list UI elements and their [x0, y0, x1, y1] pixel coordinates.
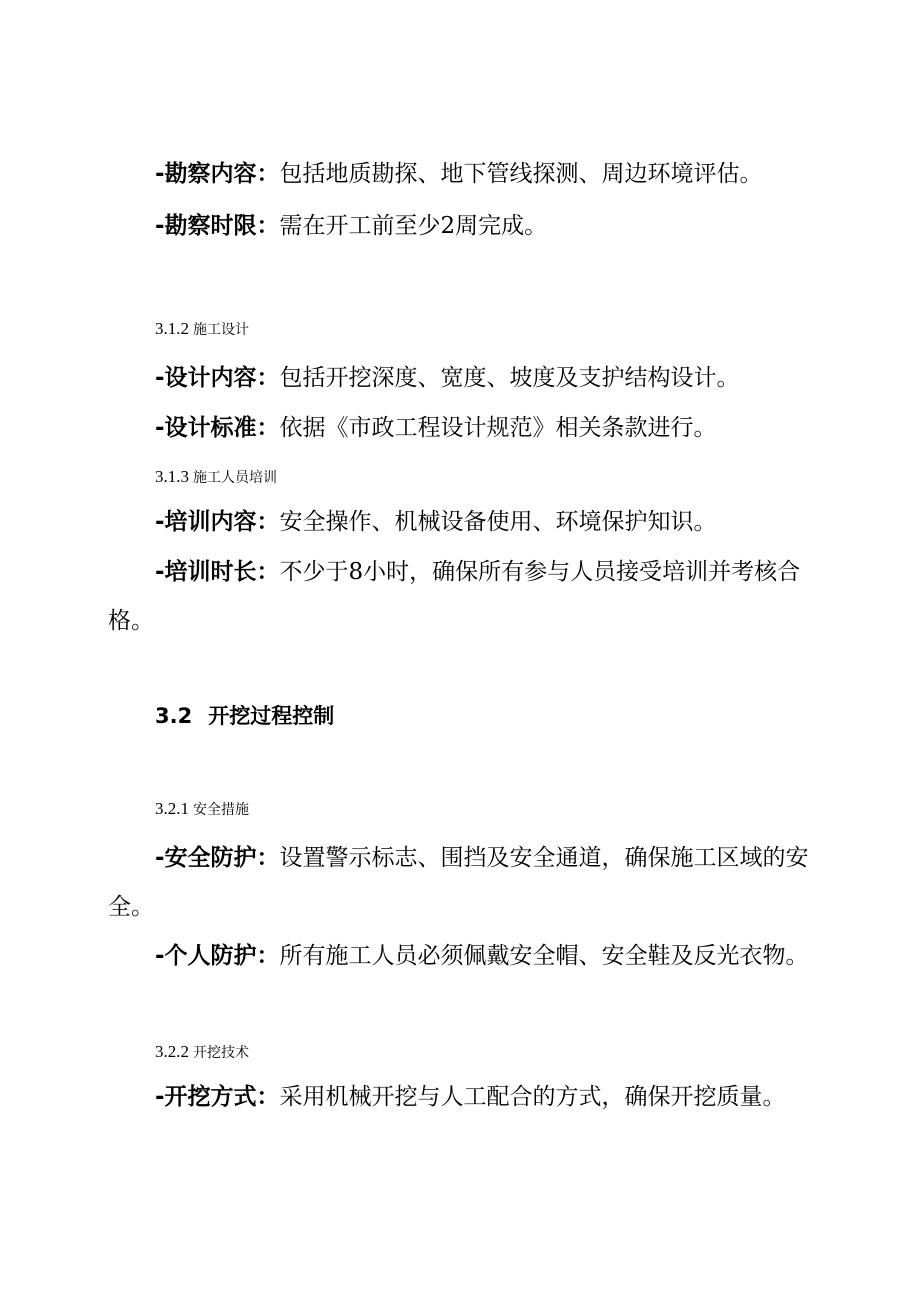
subsection-number: 3.2.2	[155, 1042, 189, 1061]
subsection-number: 3.1.3	[155, 467, 189, 486]
item-text: 安全操作、机械设备使用、环境保护知识。	[279, 509, 717, 535]
subsection-number: 3.2.1	[155, 799, 189, 818]
section-heading	[155, 702, 334, 730]
item-label: -安全防护：	[155, 845, 280, 871]
section-number: 3.2	[155, 704, 193, 728]
item-text: 包括开挖深度、宽度、坡度及支护结构设计。	[279, 365, 740, 391]
subsection-heading	[155, 798, 249, 821]
subsection-title: 安全措施	[193, 802, 249, 818]
design-standard-item	[155, 413, 717, 443]
item-label: -勘察时限：	[155, 213, 280, 239]
subsection-heading	[155, 466, 277, 489]
safety-protection-item	[155, 843, 809, 873]
subsection-title: 施工设计	[193, 322, 249, 338]
design-content-item	[155, 363, 740, 393]
item-label: -设计内容：	[155, 365, 280, 391]
personal-protection-item	[155, 941, 809, 971]
subsection-title: 施工人员培训	[193, 470, 277, 486]
training-duration-continuation: 格。	[108, 608, 154, 634]
training-content-item	[155, 507, 717, 537]
item-label: -开挖方式：	[155, 1084, 280, 1110]
item-label: -培训内容：	[155, 509, 280, 535]
item-label: -培训时长：	[155, 559, 280, 585]
item-text: 需在开工前至少2周完成。	[279, 213, 548, 239]
subsection-title: 开挖技术	[193, 1045, 249, 1061]
survey-content-item	[155, 159, 763, 189]
item-text: 设置警示标志、围挡及安全通道，确保施工区域的安	[279, 845, 809, 871]
subsection-number: 3.1.2	[155, 319, 189, 338]
item-text: 采用机械开挖与人工配合的方式，确保开挖质量。	[279, 1084, 786, 1110]
item-label: -设计标准：	[155, 415, 280, 441]
item-text: 包括地质勘探、地下管线探测、周边环境评估。	[279, 161, 763, 187]
item-text: 依据《市政工程设计规范》相关条款进行。	[279, 415, 717, 441]
subsection-heading	[155, 318, 249, 341]
item-text: 所有施工人员必须佩戴安全帽、安全鞋及反光衣物。	[279, 943, 809, 969]
section-title: 开挖过程控制	[208, 704, 335, 728]
item-text: 不少于8小时，确保所有参与人员接受培训并考核合	[279, 559, 801, 585]
subsection-heading	[155, 1041, 249, 1064]
survey-deadline-item	[155, 211, 547, 241]
item-label: -勘察内容：	[155, 161, 280, 187]
safety-protection-continuation: 全。	[108, 894, 154, 920]
item-label: -个人防护：	[155, 943, 280, 969]
excavation-method-item	[155, 1082, 786, 1112]
training-duration-item	[155, 557, 800, 587]
